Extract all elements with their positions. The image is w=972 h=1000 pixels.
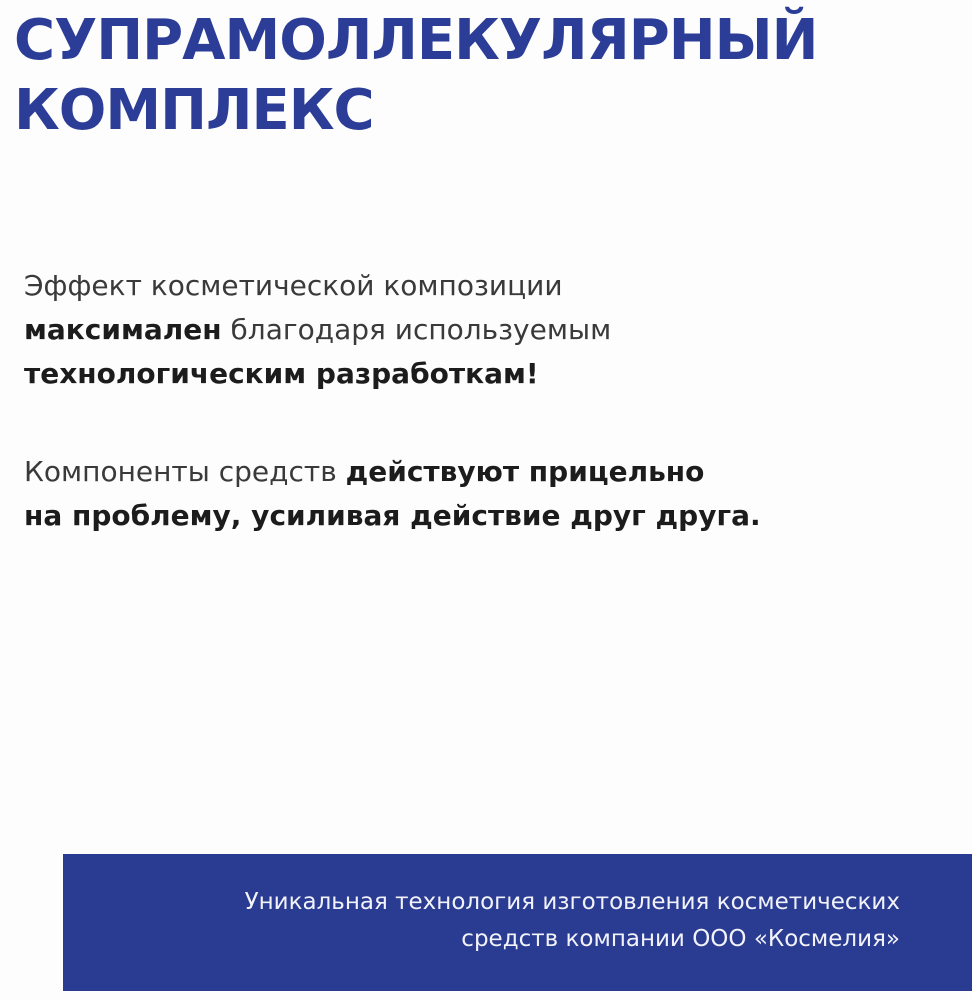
paragraph-effect-line-2-rest: благодаря используемым	[221, 313, 612, 346]
paragraph-components-line-1-regular: Компоненты средств	[24, 455, 346, 488]
paragraph-effect-line-1: Эффект косметической композиции	[24, 269, 563, 302]
emphasis-targeted: действуют прицельно	[345, 455, 705, 488]
paragraph-components	[24, 450, 924, 538]
title-line-2: КОМПЛЕКС	[14, 78, 374, 143]
emphasis-synergy: на проблему, усиливая действие друг друга.	[24, 499, 761, 532]
paragraph-components-line-2	[24, 494, 924, 538]
paragraph-components-line-1	[24, 450, 924, 494]
paragraph-effect-line-3	[24, 352, 924, 396]
title-line-1: СУПРАМОЛЛЕКУЛЯРНЫЙ	[14, 8, 818, 73]
emphasis-technologies: технологическим разработкам!	[24, 357, 539, 390]
banner-line-1: Уникальная технология изготовления косметических	[244, 889, 900, 915]
banner-text	[245, 884, 900, 958]
footer-banner	[63, 854, 972, 991]
paragraph-effect	[24, 264, 924, 396]
paragraph-effect-line-2	[24, 308, 924, 352]
banner-line-2: средств компании ООО «Космелия»	[461, 926, 900, 952]
emphasis-maximal: максимален	[24, 313, 222, 346]
page-title	[14, 6, 964, 146]
